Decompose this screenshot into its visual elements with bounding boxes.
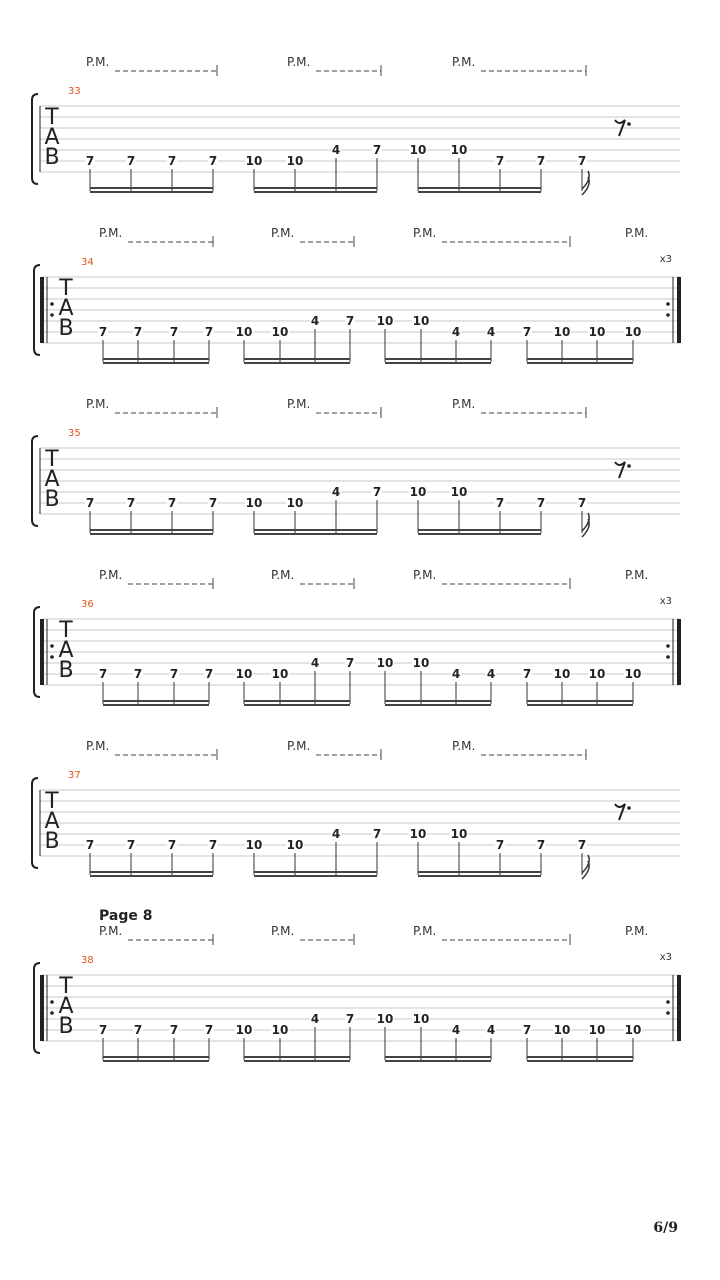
- beam: [385, 1060, 491, 1062]
- staff-system: [34, 226, 681, 364]
- fret-number: 7: [98, 1023, 108, 1037]
- repeat-dot: [666, 1000, 670, 1004]
- fret-number: 7: [345, 1012, 355, 1026]
- repeat-dot: [50, 1011, 54, 1015]
- fret-number: 4: [331, 827, 341, 841]
- palm-mute-label: P.M.: [452, 397, 476, 411]
- beam: [254, 191, 377, 193]
- beam: [385, 1056, 491, 1058]
- measure-number: 34: [81, 257, 94, 268]
- beam: [103, 362, 209, 364]
- tab-clef-letter: A: [44, 125, 60, 150]
- tab-clef-letter: A: [58, 638, 74, 663]
- system-bracket: [34, 265, 40, 355]
- fret-number: 7: [85, 154, 95, 168]
- tab-clef-letter: T: [59, 974, 73, 999]
- fret-number: 7: [372, 143, 382, 157]
- fret-number: 4: [486, 325, 496, 339]
- beam: [418, 533, 541, 535]
- fret-number: 7: [169, 325, 179, 339]
- palm-mute-label: P.M.: [86, 739, 110, 753]
- fret-number: 7: [522, 1023, 532, 1037]
- fret-number: 4: [331, 485, 341, 499]
- fret-number: 7: [133, 1023, 143, 1037]
- palm-mute-label: P.M.: [86, 55, 110, 69]
- repeat-count: x3: [659, 952, 672, 963]
- fret-number: 7: [126, 154, 136, 168]
- fret-number: 7: [133, 325, 143, 339]
- fret-number: 7: [204, 325, 214, 339]
- palm-mute-label: P.M.: [452, 55, 476, 69]
- fret-number: 10: [553, 667, 571, 681]
- fret-number: 7: [345, 656, 355, 670]
- fret-number: 7: [167, 154, 177, 168]
- fret-number: 7: [522, 325, 532, 339]
- palm-mute-label: P.M.: [625, 226, 649, 240]
- fret-number: 7: [98, 667, 108, 681]
- fret-number: 7: [345, 314, 355, 328]
- fret-number: 10: [624, 667, 642, 681]
- system-bracket: [32, 94, 38, 184]
- palm-mute-label: P.M.: [99, 226, 123, 240]
- repeat-dot: [50, 644, 54, 648]
- fret-number: 7: [536, 496, 546, 510]
- beam: [527, 362, 633, 364]
- beam: [90, 871, 213, 873]
- beam: [244, 704, 350, 706]
- repeat-dot: [50, 313, 54, 317]
- fret-number: 7: [169, 667, 179, 681]
- fret-number: 10: [286, 838, 304, 852]
- beam: [244, 1056, 350, 1058]
- beam: [527, 1060, 633, 1062]
- palm-mute-label: P.M.: [271, 568, 295, 582]
- fret-number: 10: [271, 325, 289, 339]
- palm-mute-label: P.M.: [625, 924, 649, 938]
- beam: [244, 362, 350, 364]
- tab-clef-letter: B: [44, 145, 60, 170]
- beam: [254, 871, 377, 873]
- fret-number: 7: [495, 496, 505, 510]
- fret-number: 4: [310, 1012, 320, 1026]
- fret-number: 10: [376, 1012, 394, 1026]
- beam: [90, 529, 213, 531]
- system-bracket: [32, 778, 38, 868]
- beam: [103, 700, 209, 702]
- fret-number: 7: [208, 496, 218, 510]
- fret-number: 10: [245, 838, 263, 852]
- system-bracket: [34, 607, 40, 697]
- tab-clef-letter: T: [45, 105, 59, 130]
- fret-number: 7: [204, 1023, 214, 1037]
- measure-number: 35: [68, 428, 81, 439]
- palm-mute-label: P.M.: [413, 924, 437, 938]
- fret-number: 7: [495, 838, 505, 852]
- fret-number: 7: [98, 325, 108, 339]
- staff-system: [34, 924, 681, 1062]
- fret-number: 10: [235, 667, 253, 681]
- beam: [254, 533, 377, 535]
- beam: [244, 1060, 350, 1062]
- palm-mute-label: P.M.: [287, 397, 311, 411]
- beam: [418, 529, 541, 531]
- repeat-count: x3: [659, 596, 672, 607]
- tab-clef-letter: T: [59, 618, 73, 643]
- repeat-start-thick-bar: [40, 619, 44, 685]
- repeat-dot: [50, 302, 54, 306]
- fret-number: 10: [588, 667, 606, 681]
- palm-mute-label: P.M.: [452, 739, 476, 753]
- beam: [385, 362, 491, 364]
- fret-number: 4: [310, 656, 320, 670]
- fret-number: 7: [577, 496, 587, 510]
- palm-mute-label: P.M.: [625, 568, 649, 582]
- beam: [90, 875, 213, 877]
- palm-mute-label: P.M.: [99, 568, 123, 582]
- rest-dot: [627, 122, 631, 126]
- fret-number: 10: [376, 314, 394, 328]
- repeat-dot: [666, 313, 670, 317]
- page-label: Page 8: [99, 908, 153, 924]
- beam: [385, 704, 491, 706]
- measure-number: 37: [68, 770, 81, 781]
- beam: [103, 1056, 209, 1058]
- palm-mute-label: P.M.: [287, 55, 311, 69]
- fret-number: 10: [412, 1012, 430, 1026]
- fret-number: 10: [553, 1023, 571, 1037]
- palm-mute-label: P.M.: [271, 924, 295, 938]
- fret-number: 10: [553, 325, 571, 339]
- beam: [418, 187, 541, 189]
- palm-mute-label: P.M.: [413, 226, 437, 240]
- fret-number: 7: [85, 838, 95, 852]
- palm-mute-label: P.M.: [271, 226, 295, 240]
- fret-number: 10: [412, 656, 430, 670]
- palm-mute-label: P.M.: [287, 739, 311, 753]
- fret-number: 10: [409, 143, 427, 157]
- fret-number: 7: [372, 827, 382, 841]
- beam: [527, 358, 633, 360]
- repeat-start-thick-bar: [40, 975, 44, 1041]
- tab-clef-letter: B: [58, 658, 74, 683]
- measure-number: 36: [81, 599, 94, 610]
- tab-clef-letter: A: [58, 994, 74, 1019]
- page-number: 6/9: [653, 1220, 678, 1236]
- fret-number: 10: [588, 1023, 606, 1037]
- tab-clef-letter: A: [44, 809, 60, 834]
- fret-number: 4: [310, 314, 320, 328]
- fret-number: 4: [451, 1023, 461, 1037]
- tab-clef-letter: T: [45, 447, 59, 472]
- beam: [418, 191, 541, 193]
- fret-number: 7: [126, 496, 136, 510]
- fret-number: 10: [286, 496, 304, 510]
- staff-system: [32, 739, 680, 879]
- repeat-dot: [50, 1000, 54, 1004]
- tab-clef-letter: B: [58, 1014, 74, 1039]
- palm-mute-label: P.M.: [86, 397, 110, 411]
- fret-number: 10: [245, 496, 263, 510]
- fret-number: 10: [235, 1023, 253, 1037]
- fret-number: 7: [208, 838, 218, 852]
- beam: [254, 529, 377, 531]
- repeat-dot: [666, 302, 670, 306]
- fret-number: 7: [522, 667, 532, 681]
- fret-number: 10: [376, 656, 394, 670]
- fret-number: 7: [577, 838, 587, 852]
- tab-clef-letter: T: [45, 789, 59, 814]
- fret-number: 10: [624, 1023, 642, 1037]
- beam: [90, 191, 213, 193]
- fret-number: 10: [450, 485, 468, 499]
- beam: [527, 704, 633, 706]
- fret-number: 10: [271, 1023, 289, 1037]
- tab-clef-letter: T: [59, 276, 73, 301]
- repeat-dot: [50, 655, 54, 659]
- fret-number: 7: [85, 496, 95, 510]
- fret-number: 7: [167, 496, 177, 510]
- repeat-dot: [666, 644, 670, 648]
- beam: [103, 704, 209, 706]
- beam: [103, 358, 209, 360]
- rest-dot: [627, 806, 631, 810]
- fret-number: 7: [169, 1023, 179, 1037]
- beam: [418, 871, 541, 873]
- rest-dot: [627, 464, 631, 468]
- fret-number: 4: [451, 325, 461, 339]
- fret-number: 10: [450, 827, 468, 841]
- fret-number: 7: [536, 838, 546, 852]
- system-bracket: [32, 436, 38, 526]
- fret-number: 10: [588, 325, 606, 339]
- beam: [244, 700, 350, 702]
- fret-number: 7: [495, 154, 505, 168]
- repeat-count: x3: [659, 254, 672, 265]
- fret-number: 10: [235, 325, 253, 339]
- palm-mute-label: P.M.: [99, 924, 123, 938]
- beam: [527, 700, 633, 702]
- beam: [254, 187, 377, 189]
- fret-number: 10: [409, 827, 427, 841]
- beam: [254, 875, 377, 877]
- fret-number: 7: [372, 485, 382, 499]
- fret-number: 7: [167, 838, 177, 852]
- fret-number: 10: [271, 667, 289, 681]
- staff-system: [32, 397, 680, 537]
- beam: [90, 187, 213, 189]
- fret-number: 10: [624, 325, 642, 339]
- tab-clef-letter: B: [44, 829, 60, 854]
- measure-number: 38: [81, 955, 94, 966]
- fret-number: 10: [450, 143, 468, 157]
- tab-clef-letter: B: [44, 487, 60, 512]
- fret-number: 10: [245, 154, 263, 168]
- measure-number: 33: [68, 86, 81, 97]
- repeat-end-thick-bar: [677, 277, 681, 343]
- fret-number: 10: [409, 485, 427, 499]
- tab-clef-letter: A: [58, 296, 74, 321]
- beam: [418, 875, 541, 877]
- fret-number: 4: [486, 667, 496, 681]
- beam: [244, 358, 350, 360]
- fret-number: 7: [208, 154, 218, 168]
- fret-number: 4: [451, 667, 461, 681]
- tab-clef-letter: A: [44, 467, 60, 492]
- fret-number: 7: [204, 667, 214, 681]
- staff-system: [34, 568, 681, 706]
- fret-number: 7: [536, 154, 546, 168]
- beam: [527, 1056, 633, 1058]
- staff-system: [32, 55, 680, 195]
- repeat-end-thick-bar: [677, 975, 681, 1041]
- beam: [103, 1060, 209, 1062]
- tab-clef-letter: B: [58, 316, 74, 341]
- fret-number: 4: [486, 1023, 496, 1037]
- beam: [385, 358, 491, 360]
- palm-mute-label: P.M.: [413, 568, 437, 582]
- repeat-start-thick-bar: [40, 277, 44, 343]
- fret-number: 10: [412, 314, 430, 328]
- system-bracket: [34, 963, 40, 1053]
- fret-number: 7: [133, 667, 143, 681]
- fret-number: 7: [577, 154, 587, 168]
- fret-number: 7: [126, 838, 136, 852]
- repeat-dot: [666, 1011, 670, 1015]
- repeat-end-thick-bar: [677, 619, 681, 685]
- repeat-dot: [666, 655, 670, 659]
- fret-number: 4: [331, 143, 341, 157]
- beam: [385, 700, 491, 702]
- fret-number: 10: [286, 154, 304, 168]
- beam: [90, 533, 213, 535]
